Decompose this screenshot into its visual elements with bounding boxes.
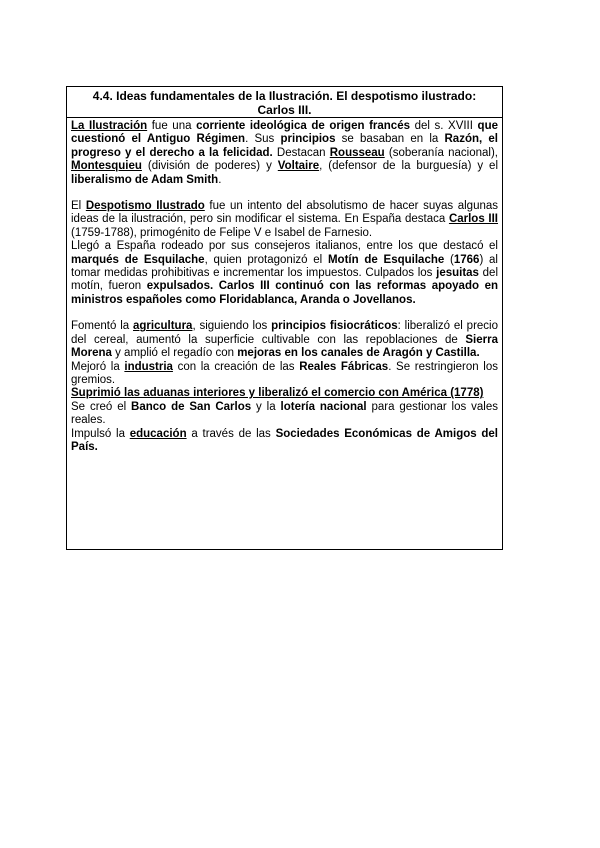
text: ) al tomar medidas prohibitivas e incrementar los impuestos. Culpados los [71,253,498,280]
text: (división de poderes) y [141,160,278,173]
text: se basaban en la [335,133,445,146]
section-title [67,87,502,118]
text: y amplió el regadío con [111,347,238,360]
paragraph-agricultura [71,320,498,360]
term-industria: industria [124,360,173,373]
spacer [71,307,498,320]
body-text [67,118,502,454]
text: ( [444,253,454,266]
text-bold: Motín de Esquilache [327,253,445,266]
text-bold: marqués de Esquilache [71,253,205,266]
text-bold: corriente ideológica de origen francés [196,120,410,132]
text-bold: mejoras en los canales de Aragón y Castilla. [237,347,480,360]
text: y la [251,400,281,413]
text: para gestionar los vales reales. [71,400,498,427]
text: Mejoró la [71,360,125,373]
text-bold: Reales Fábricas [299,360,389,373]
text-bold: lotería nacional [280,400,367,413]
text: fue una [147,120,197,132]
text: Llegó a España rodeado por sus consejeros italianos, entre los que destacó el [71,240,498,253]
text: con la creación de las [172,360,300,373]
paragraph-ilustracion [71,120,498,187]
text: , quien protagonizó el [204,253,328,266]
text: , (defensor de la burguesía) y el [319,160,498,173]
text: Fomentó la [71,320,134,333]
text-bold: principios fisiocráticos [271,320,398,333]
text-bold: jesuitas [436,267,479,280]
text: Se creó el [71,400,132,413]
text: (1759-1788), primogénito de Felipe V e Isabel de Farnesio. [71,226,373,239]
paragraph-banco [71,401,498,428]
term-educacion: educación [129,427,187,440]
text-bold-underlined: Suprimió las aduanas interiores y liberalizó el comercio con América (1778) [71,387,484,400]
text: (soberanía nacional), [384,146,498,159]
paragraph-educacion [71,428,498,455]
title-line-2: Carlos III. [257,103,312,117]
term-voltaire: Voltaire [277,160,320,173]
term-rousseau: Rousseau [329,146,385,159]
text-bold: Razón, el progreso y el derecho a la felicidad. [71,133,498,159]
paragraph-aduanas [71,387,498,400]
text: : liberalizó el precio del cereal, aumentó la superficie cultivable con las repoblaciones de [71,320,498,346]
text: , siguiendo los [192,320,272,333]
term-carlos-iii: Carlos III [448,213,499,226]
text-bold: principios [280,133,336,146]
text: . Se restringieron los gremios. [71,360,498,386]
text: fue un intento del absolutismo de hacer suyas algunas ideas de la ilustración, pero sin modificar el sistema. En España destaca [71,200,499,226]
text-bold: expulsados. [146,280,214,293]
paragraph-industria [71,361,498,388]
term-montesquieu: Montesquieu [71,160,142,173]
text-bold: Carlos III continuó con las reformas apoyado en ministros españoles como Floridablanca, Aranda o Jovellanos. [71,280,498,306]
paragraph-despotismo [71,200,498,240]
text: . [218,173,222,186]
text-bold: 1766 [453,253,480,266]
text: Impulsó la [71,427,130,440]
spacer [71,187,498,200]
term-agricultura: agricultura [133,320,193,333]
text: El [71,200,86,213]
text-bold: liberalismo de Adam Smith [71,173,219,186]
text-bold: Banco de San Carlos [131,400,252,413]
text-bold: Sierra Morena [71,333,498,360]
text: Destacan [272,146,330,159]
title-line-1: 4.4. Ideas fundamentales de la Ilustración. El despotismo ilustrado: [92,89,477,103]
text: del motín, fueron [71,267,499,293]
content-table [66,86,503,550]
term-ilustracion: La Ilustración [71,120,148,132]
text-bold: que cuestionó el Antiguo Régimen [71,120,498,146]
term-despotismo-ilustrado: Despotismo Ilustrado [85,200,205,213]
paragraph-esquilache [71,240,498,307]
text: del s. XVIII [409,120,478,132]
text: a través de las [186,427,276,440]
text: . Sus [245,133,281,146]
text-bold: Sociedades Económicas de Amigos del País. [71,427,498,453]
